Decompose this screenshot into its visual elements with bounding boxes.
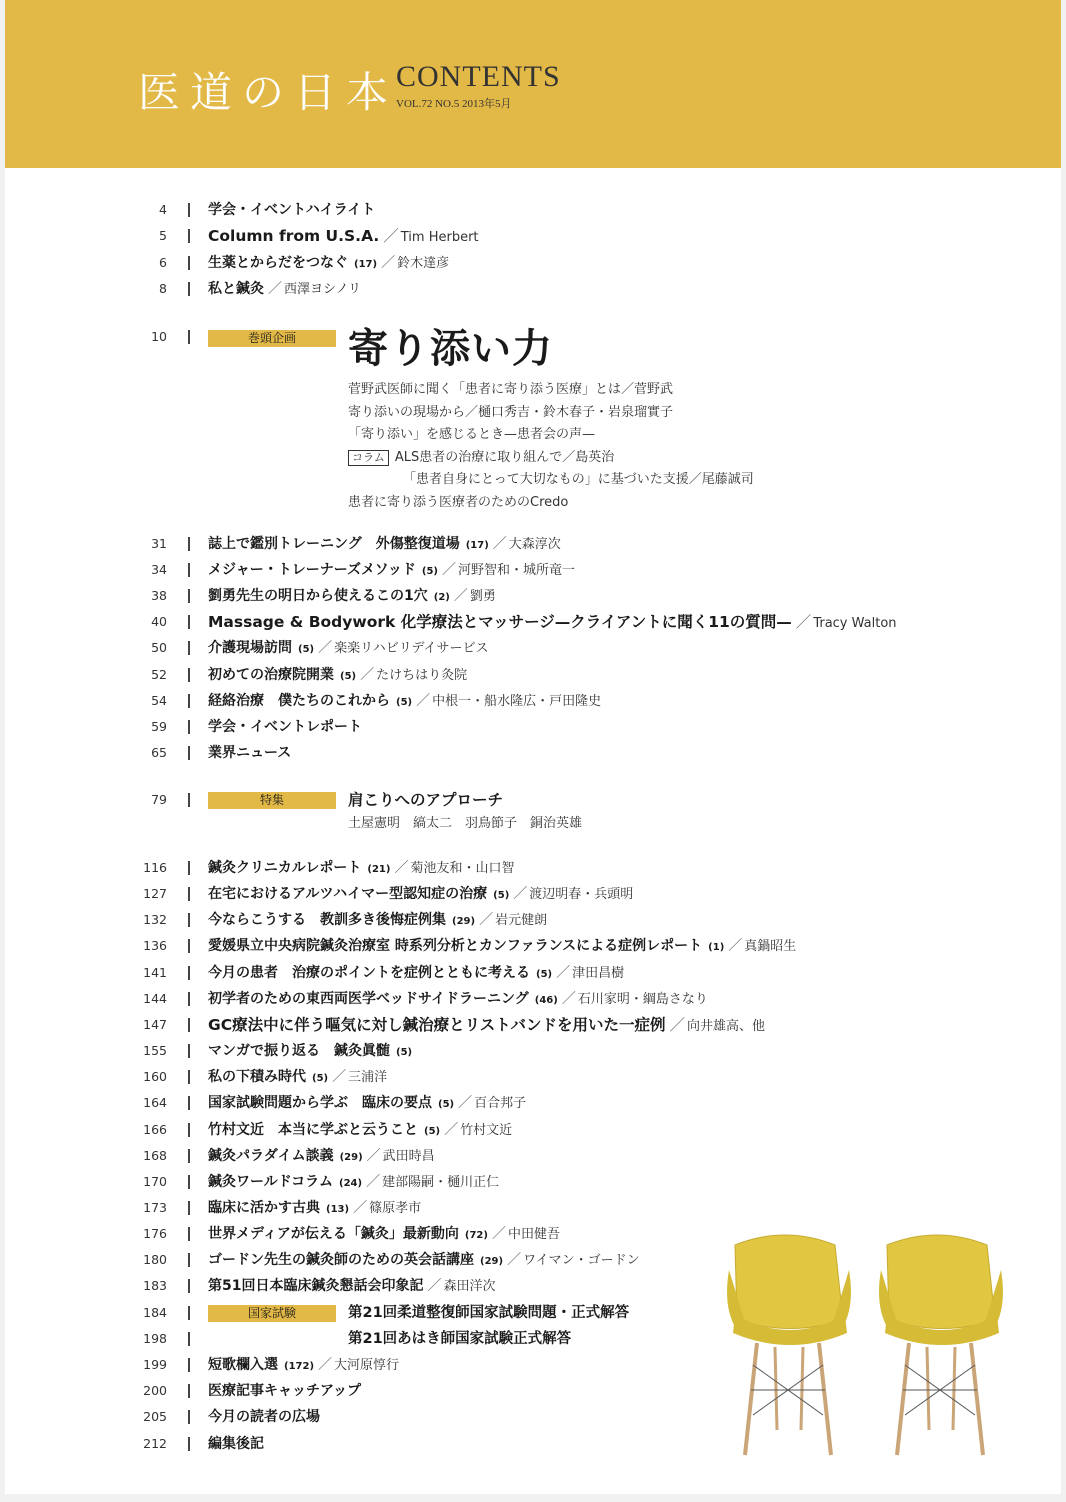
episode-number: (5) — [396, 1047, 413, 1059]
page-number: 116 — [143, 860, 167, 875]
column-article: 「患者自身にとって大切なもの」に基づいた支援／尾藤誠司 — [403, 472, 754, 487]
entry-title: 臨床に活かす古典 — [208, 1199, 320, 1216]
entry-title: 私の下積み時代 — [208, 1069, 306, 1086]
author-name: 中根一・船水隆広・戸田隆史 — [432, 693, 602, 709]
divider-bar — [188, 203, 190, 217]
episode-number: (5) — [536, 968, 553, 980]
entry-title: 私と鍼灸 — [208, 280, 264, 297]
toc-entry[interactable] — [208, 202, 375, 218]
toc-entry[interactable] — [208, 1357, 399, 1375]
separator: ／ — [561, 990, 576, 1007]
divider-bar — [188, 939, 190, 953]
toc-entry[interactable] — [208, 1252, 640, 1270]
divider-bar — [188, 720, 190, 734]
page-number: 10 — [151, 329, 167, 344]
page-number: 79 — [151, 792, 167, 807]
separator: ／ — [556, 964, 571, 981]
author-name: 楽楽リハビリデイサービス — [334, 641, 489, 657]
page-number: 170 — [143, 1173, 167, 1189]
episode-number: (72) — [464, 1230, 488, 1242]
episode-number: (172) — [284, 1361, 315, 1372]
separator: ／ — [513, 886, 528, 903]
page-number: 132 — [143, 912, 167, 928]
divider-bar — [188, 746, 190, 760]
toc-entry[interactable] — [208, 912, 547, 930]
feature-article: 寄り添いの現場から／樋口秀吉・鈴木春子・岩泉瑠實子 — [348, 404, 674, 420]
separator: ／ — [366, 1147, 381, 1164]
toc-entry[interactable] — [208, 1226, 560, 1244]
entry-title: 今ならこうする 教訓多き後悔症例集 — [208, 912, 446, 929]
separator: ／ — [332, 1069, 347, 1086]
entry-title: 初めての治療院開業 — [208, 666, 334, 683]
entry-title: 鍼灸パラダイム談義 — [208, 1147, 334, 1164]
column-label: コラム — [348, 450, 389, 466]
divider-bar — [188, 1149, 190, 1163]
feature-badge: 巻頭企画 — [208, 330, 336, 347]
exam-badge: 国家試験 — [208, 1305, 336, 1322]
separator: ／ — [479, 912, 494, 929]
episode-number: (17) — [465, 540, 489, 551]
page-number: 180 — [143, 1252, 167, 1268]
separator: ／ — [795, 613, 812, 632]
toc-entry[interactable] — [208, 719, 362, 735]
author-name: 竹村文近 — [460, 1122, 513, 1138]
page-number: 147 — [143, 1016, 167, 1032]
page-number: 164 — [143, 1095, 167, 1111]
episode-number: (1) — [708, 942, 725, 954]
page-number: 136 — [143, 938, 167, 954]
separator: ／ — [491, 1226, 506, 1243]
divider-bar — [188, 1018, 190, 1032]
toc-entry[interactable] — [208, 640, 489, 658]
episode-number: (29) — [480, 1256, 504, 1268]
page-number: 5 — [159, 228, 167, 244]
exam-entry: 第21回あはき師国家試験正式解答 — [348, 1331, 572, 1347]
page-number: 34 — [151, 562, 167, 578]
author-name: 石川家明・綱島さなり — [577, 991, 708, 1007]
separator: ／ — [360, 666, 375, 683]
toc-entry[interactable] — [208, 588, 496, 606]
page-number: 198 — [143, 1331, 167, 1346]
author-name: 津田昌樹 — [572, 965, 625, 981]
chair-left — [727, 1235, 851, 1455]
page-number: 4 — [159, 202, 167, 217]
divider-bar — [188, 694, 190, 708]
separator: ／ — [381, 254, 396, 271]
episode-number: (13) — [326, 1203, 350, 1215]
author-name: 武田時昌 — [382, 1148, 435, 1164]
toc-entry[interactable] — [208, 991, 708, 1009]
entry-title: Massage & Bodywork 化学療法とマッサージ—クライアントに聞く11の質問— — [208, 613, 792, 632]
feature-article: 菅野武医師に聞く「患者に寄り添う医療」とは／菅野武 — [348, 382, 674, 397]
divider-bar — [188, 1384, 190, 1398]
episode-number: (5) — [493, 890, 510, 902]
entry-title: ゴードン先生の鍼灸師のための英会話講座 — [208, 1252, 474, 1269]
author-name: 大河原惇行 — [334, 1358, 400, 1373]
page-number: 176 — [143, 1226, 167, 1242]
author-name: 向井雄高、他 — [687, 1018, 766, 1034]
special-title: 肩こりへのアプローチ — [348, 791, 504, 809]
feature-article: 「寄り添い」を感じるとき—患者会の声— — [348, 427, 596, 442]
entry-title: 編集後記 — [208, 1435, 264, 1452]
toc-entry[interactable] — [208, 1409, 320, 1425]
separator: ／ — [366, 1173, 381, 1190]
entry-title: 劉勇先生の明日から使えるこの1穴 — [208, 588, 428, 605]
divider-bar — [188, 861, 190, 875]
toc-entry[interactable] — [208, 1017, 765, 1035]
divider-bar — [188, 1253, 190, 1267]
episode-number: (46) — [534, 994, 558, 1006]
entry-title: 世界メディアが伝える「鍼灸」最新動向 — [208, 1226, 459, 1243]
toc-entry[interactable] — [208, 938, 796, 956]
divider-bar — [188, 966, 190, 980]
divider-bar — [188, 1175, 190, 1189]
feature-title: 寄り添い力 — [348, 326, 553, 372]
author-name: Tracy Walton — [813, 616, 897, 632]
episode-number: (21) — [367, 864, 391, 875]
episode-number: (5) — [396, 696, 413, 708]
divider-bar — [188, 615, 190, 629]
entry-title: メジャー・トレーナーズメソッド — [208, 562, 416, 579]
divider-bar — [188, 1332, 190, 1346]
toc-entry[interactable] — [208, 1200, 421, 1218]
separator: ／ — [492, 536, 507, 552]
page-number: 40 — [151, 614, 167, 630]
divider-bar — [188, 668, 190, 682]
separator: ／ — [458, 1095, 473, 1112]
toc-entry[interactable] — [208, 614, 897, 632]
toc-entry[interactable] — [208, 860, 514, 878]
author-name: 河野智和・城所竜一 — [458, 563, 576, 579]
divider-bar — [188, 1410, 190, 1424]
toc-entry[interactable] — [208, 667, 467, 685]
author-name: たけちはり灸院 — [376, 667, 468, 683]
divider-bar — [188, 256, 190, 270]
entry-title: 経絡治療 僕たちのこれから — [208, 692, 390, 709]
divider-bar — [188, 1279, 190, 1293]
page-number: 38 — [151, 588, 167, 604]
episode-number: (5) — [438, 1099, 455, 1111]
page-number: 205 — [143, 1409, 167, 1425]
episode-number: (5) — [424, 1125, 441, 1137]
toc-entry[interactable] — [208, 562, 575, 580]
toc-entry[interactable] — [208, 228, 479, 246]
divider-bar — [188, 1096, 190, 1110]
page-number: 168 — [143, 1147, 167, 1163]
header-band — [5, 0, 1061, 168]
author-name: 岩元健朗 — [495, 913, 548, 929]
episode-number: (29) — [339, 1151, 363, 1163]
page-number: 50 — [151, 640, 167, 656]
column-article — [348, 449, 614, 467]
entry-title: 第51回日本臨床鍼灸懇話会印象記 — [208, 1278, 424, 1295]
toc-entry[interactable] — [208, 1174, 499, 1192]
page-number: 155 — [143, 1043, 167, 1059]
page-number: 160 — [143, 1069, 167, 1085]
divider-bar — [188, 1070, 190, 1084]
page-number: 6 — [159, 254, 167, 270]
divider-bar — [188, 589, 190, 603]
feature-article: 患者に寄り添う医療者のためのCredo — [348, 494, 569, 510]
entry-title: 医療記事キャッチアップ — [208, 1383, 362, 1400]
entry-title: 学会・イベントハイライト — [208, 202, 376, 218]
separator: ／ — [444, 1121, 459, 1138]
toc-entry[interactable] — [208, 1383, 361, 1399]
toc-entry[interactable] — [208, 536, 561, 554]
divider-bar — [188, 913, 190, 927]
toc-entry[interactable] — [208, 1043, 412, 1061]
separator: ／ — [453, 588, 468, 605]
page-number: 173 — [143, 1199, 167, 1215]
author-name: 中田健吾 — [507, 1227, 560, 1243]
special-authors: 土屋憲明 縞太二 羽鳥節子 銅治英雄 — [348, 816, 583, 831]
entry-title: マンガで振り返る 鍼灸眞髄 — [208, 1043, 390, 1060]
page-number: 52 — [151, 666, 167, 682]
separator: ／ — [394, 860, 409, 876]
divider-bar — [188, 1306, 190, 1320]
divider-bar — [188, 1044, 190, 1058]
page-number: 127 — [143, 886, 167, 902]
page-number: 8 — [159, 280, 167, 296]
separator: ／ — [318, 1357, 333, 1373]
entry-title: 愛媛県立中央病院鍼灸治療室 時系列分析とカンファランスによる症例レポート — [208, 938, 703, 955]
separator: ／ — [427, 1278, 442, 1295]
author-name: 篠原孝市 — [369, 1200, 422, 1216]
page-number: 166 — [143, 1121, 167, 1137]
special-badge: 特集 — [208, 792, 336, 809]
contents-page — [5, 0, 1061, 1494]
page-number: 59 — [151, 718, 167, 734]
separator: ／ — [383, 227, 399, 246]
toc-entry[interactable] — [208, 745, 291, 761]
contents-heading: CONTENTS — [396, 60, 561, 93]
page-number: 31 — [151, 536, 167, 551]
author-name: 三浦洋 — [348, 1070, 388, 1086]
entry-title: 介護現場訪問 — [208, 640, 292, 657]
two-yellow-chairs-icon — [715, 1215, 1015, 1475]
entry-title: 誌上で鑑別トレーニング 外傷整復道場 — [208, 536, 460, 552]
divider-bar — [188, 537, 190, 551]
entry-title: 短歌欄入選 — [208, 1357, 278, 1373]
column-title: ALS患者の治療に取り組んで／島英治 — [394, 449, 615, 465]
divider-bar — [188, 1201, 190, 1215]
toc-entry[interactable] — [208, 281, 361, 298]
separator: ／ — [669, 1015, 685, 1034]
author-name: 森田洋次 — [443, 1279, 496, 1295]
separator: ／ — [353, 1199, 368, 1216]
author-name: 西澤ヨシノリ — [284, 281, 361, 297]
entry-title: 今月の読者の広場 — [208, 1409, 320, 1426]
separator: ／ — [507, 1252, 522, 1269]
divider-bar — [188, 641, 190, 655]
toc-entry[interactable] — [208, 1122, 512, 1140]
entry-title: 鍼灸クリニカルレポート — [208, 860, 362, 876]
episode-number: (5) — [421, 566, 439, 578]
separator: ／ — [416, 692, 431, 709]
page-number: 141 — [143, 964, 167, 980]
author-name: 劉勇 — [469, 589, 496, 605]
entry-title: 在宅におけるアルツハイマー型認知症の治療 — [208, 886, 488, 903]
divider-bar — [188, 330, 190, 344]
page-number: 54 — [151, 692, 167, 708]
chair-right — [879, 1235, 1003, 1455]
toc-entry[interactable] — [208, 1436, 264, 1452]
divider-bar — [188, 563, 190, 577]
page-number: 200 — [143, 1383, 167, 1399]
divider-bar — [188, 229, 190, 243]
page-number: 184 — [143, 1305, 167, 1320]
divider-bar — [188, 1123, 190, 1137]
page-number: 65 — [151, 744, 167, 760]
toc-entry[interactable] — [208, 1095, 526, 1113]
toc-entry[interactable] — [208, 1148, 435, 1166]
exam-entry: 第21回柔道整復師国家試験問題・正式解答 — [348, 1305, 630, 1321]
divider-bar — [188, 1437, 190, 1451]
episode-number: (29) — [452, 916, 476, 928]
episode-number: (5) — [340, 670, 357, 682]
separator: ／ — [268, 280, 282, 297]
episode-number: (24) — [339, 1177, 363, 1189]
entry-title: 学会・イベントレポート — [208, 718, 362, 735]
author-name: 百合邦子 — [474, 1096, 527, 1112]
separator: ／ — [318, 640, 333, 657]
page-number: 212 — [143, 1435, 167, 1451]
toc-entry[interactable] — [208, 1069, 387, 1087]
entry-title: GC療法中に伴う嘔気に対し鍼治療とリストバンドを用いた一症例 — [208, 1015, 666, 1034]
toc-entry[interactable] — [208, 886, 633, 904]
entry-title: 業界ニュース — [208, 744, 292, 761]
page-number: 144 — [143, 990, 167, 1006]
entry-title: Column from U.S.A. — [208, 227, 380, 246]
episode-number: (2) — [433, 592, 450, 604]
divider-bar — [188, 793, 190, 807]
entry-title: 初学者のための東西両医学ベッドサイドラーニング — [208, 990, 529, 1007]
toc-entry[interactable] — [208, 965, 624, 983]
author-name: 建部陽嗣・樋川正仁 — [382, 1174, 500, 1190]
entry-title: 竹村文近 本当に学ぶと云うこと — [208, 1121, 418, 1138]
entry-title: 今月の患者 治療のポイントを症例とともに考える — [208, 964, 530, 981]
entry-title: 国家試験問題から学ぶ 臨床の要点 — [208, 1095, 432, 1112]
episode-number: (17) — [354, 258, 378, 270]
author-name: 菊池友和・山口智 — [410, 861, 515, 876]
author-name: ワイマン・ゴードン — [523, 1253, 640, 1269]
episode-number: (5) — [298, 644, 315, 656]
author-name: Tim Herbert — [400, 230, 479, 246]
entry-title: 生薬とからだをつなぐ — [208, 254, 348, 271]
divider-bar — [188, 1358, 190, 1372]
volume-label: VOL.72 NO.5 2013年5月 — [396, 98, 512, 110]
author-name: 鈴木達彦 — [397, 255, 450, 271]
author-name: 真鍋昭生 — [744, 939, 797, 955]
author-name: 大森淳次 — [508, 537, 561, 552]
episode-number: (5) — [312, 1073, 329, 1085]
separator: ／ — [442, 562, 457, 579]
divider-bar — [188, 1227, 190, 1241]
entry-title: 鍼灸ワールドコラム — [208, 1173, 334, 1190]
page-number: 199 — [143, 1357, 167, 1372]
author-name: 渡辺明春・兵頭明 — [529, 887, 634, 903]
divider-bar — [188, 282, 190, 296]
toc-entry[interactable] — [208, 693, 601, 711]
toc-entry[interactable] — [208, 255, 449, 273]
page-number: 183 — [143, 1278, 167, 1294]
separator: ／ — [728, 938, 743, 955]
toc-entry[interactable] — [208, 1278, 496, 1295]
divider-bar — [188, 887, 190, 901]
divider-bar — [188, 992, 190, 1006]
magazine-logo: 医道の日本 — [138, 68, 399, 117]
